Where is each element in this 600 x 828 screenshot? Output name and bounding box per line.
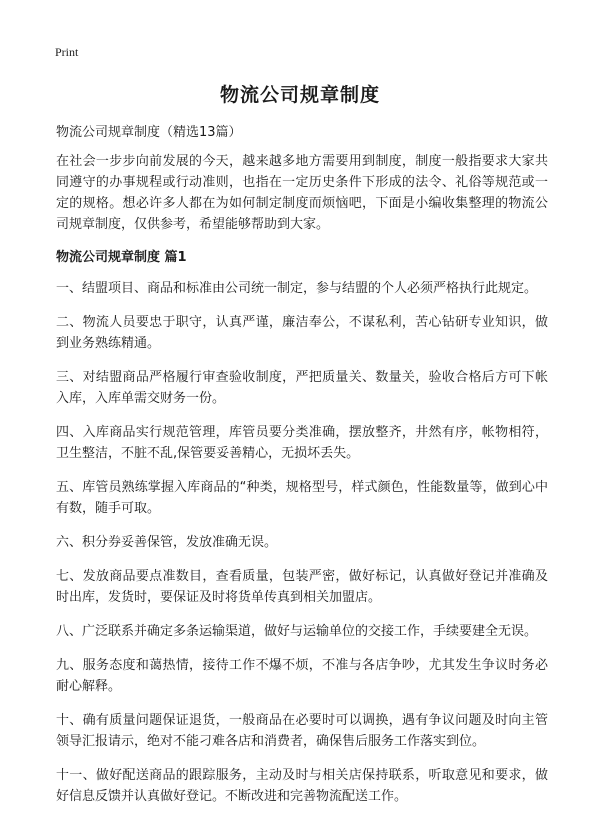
page-title: 物流公司规章制度 <box>219 84 380 106</box>
rule-item: 五、库管员熟练掌握入库商品的“种类，规格型号，样式颜色，性能数量等，做到心中有数，随手可取。 <box>56 480 548 516</box>
rule-item: 十、确有质量问题保证退货，一般商品在必要时可以调换，遇有争议问题及时向主管领导汇报请示，绝对不能刁难各店和消费者，确保售后服务工作落实到位。 <box>56 713 548 749</box>
rule-item: 二、物流人员要忠于职守，认真严谨，廉洁奉公，不谋私利，苦心钻研专业知识，做到业务熟练精通。 <box>56 315 548 351</box>
rule-item: 三、对结盟商品严格履行审查验收制度，严把质量关、数量关，验收合格后方可下帐入库，入库单需交财务一份。 <box>56 370 548 406</box>
rule-item: 七、发放商品要点准数目，查看质量，包装严密，做好标记，认真做好登记并准确及时出库，发货时，要保证及时将货单传真到相关加盟店。 <box>56 569 548 605</box>
rule-item: 九、服务态度和蔼热情，接待工作不爆不烦，不准与各店争吵，尤其发生争议时务必耐心解释。 <box>56 658 548 694</box>
print-link[interactable]: Print <box>55 45 79 59</box>
section-heading: 物流公司规章制度 篇1 <box>56 250 187 265</box>
rule-item: 一、结盟项目、商品和标准由公司统一制定，参与结盟的个人必须严格执行此规定。 <box>56 281 538 296</box>
rule-item: 八、广泛联系并确定多条运输渠道，做好与运输单位的交接工作，手续要建全无误。 <box>56 624 538 639</box>
rule-item: 四、入库商品实行规范管理，库管员要分类准确，摆放整齐，井然有序，帐物相符，卫生整洁，不脏不乱,保管要妥善精心，无损坏丢失。 <box>56 425 548 461</box>
intro-paragraph: 在社会一步步向前发展的今天，越来越多地方需要用到制度，制度一般指要求大家共同遵守的办事规程或行动准则，也指在一定历史条件下形成的法令、礼俗等规范或一定的规格。想必许多人都在为如何制定制度而烦恼吧，下面是小编收集整理的物流公司规章制度，仅供参考，希望能够帮助到大家。 <box>56 154 548 232</box>
rule-item: 十一、做好配送商品的跟踪服务，主动及时与相关店保持联系，听取意见和要求，做好信息反馈并认真做好登记。不断改进和完善物流配送工作。 <box>56 768 548 804</box>
rule-item: 六、积分券妥善保管，发放准确无误。 <box>56 535 278 550</box>
document-body <box>56 151 548 820</box>
document-subtitle: 物流公司规章制度（精选13篇） <box>56 125 242 140</box>
